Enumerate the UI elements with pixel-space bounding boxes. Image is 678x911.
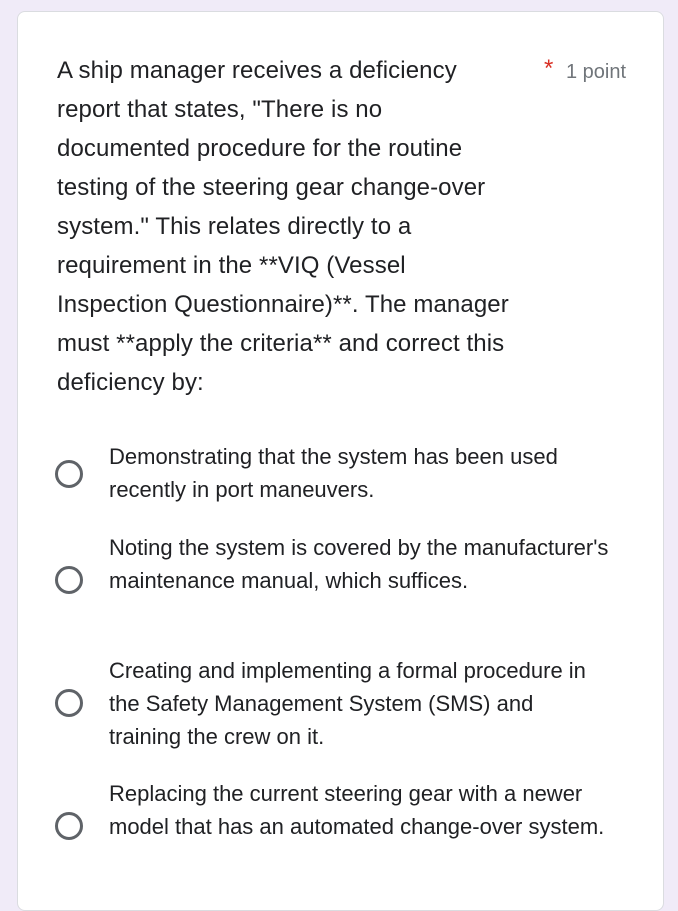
radio-button[interactable] (55, 566, 83, 594)
option-label: Noting the system is covered by the manufacturer's maintenance manual, which suffices. (109, 535, 609, 593)
question-card (17, 11, 664, 911)
option-4[interactable] (55, 780, 615, 880)
radio-button[interactable] (55, 689, 83, 717)
option-label: Demonstrating that the system has been used recently in port maneuvers. (109, 444, 558, 502)
option-1[interactable] (55, 443, 615, 513)
option-label: Creating and implementing a formal procedure in the Safety Management System (SMS) and training the crew on it. (109, 658, 586, 749)
points-label: 1 point (566, 61, 627, 83)
radio-button[interactable] (55, 812, 83, 840)
question-text: A ship manager receives a deficiency report that states, "There is no documented procedure for the routine testing of the steering gear change-over system." This relates directly to a requirement in the **VIQ (Vessel Inspection Questionnaire)**. The manager must **apply the criteria** and correct this deficiency by: (57, 57, 509, 396)
radio-button[interactable] (55, 460, 83, 488)
option-3[interactable] (55, 657, 615, 757)
option-2[interactable] (55, 534, 615, 634)
required-asterisk: * (544, 55, 554, 82)
option-label: Replacing the current steering gear with a newer model that has an automated change-over system. (109, 781, 605, 839)
